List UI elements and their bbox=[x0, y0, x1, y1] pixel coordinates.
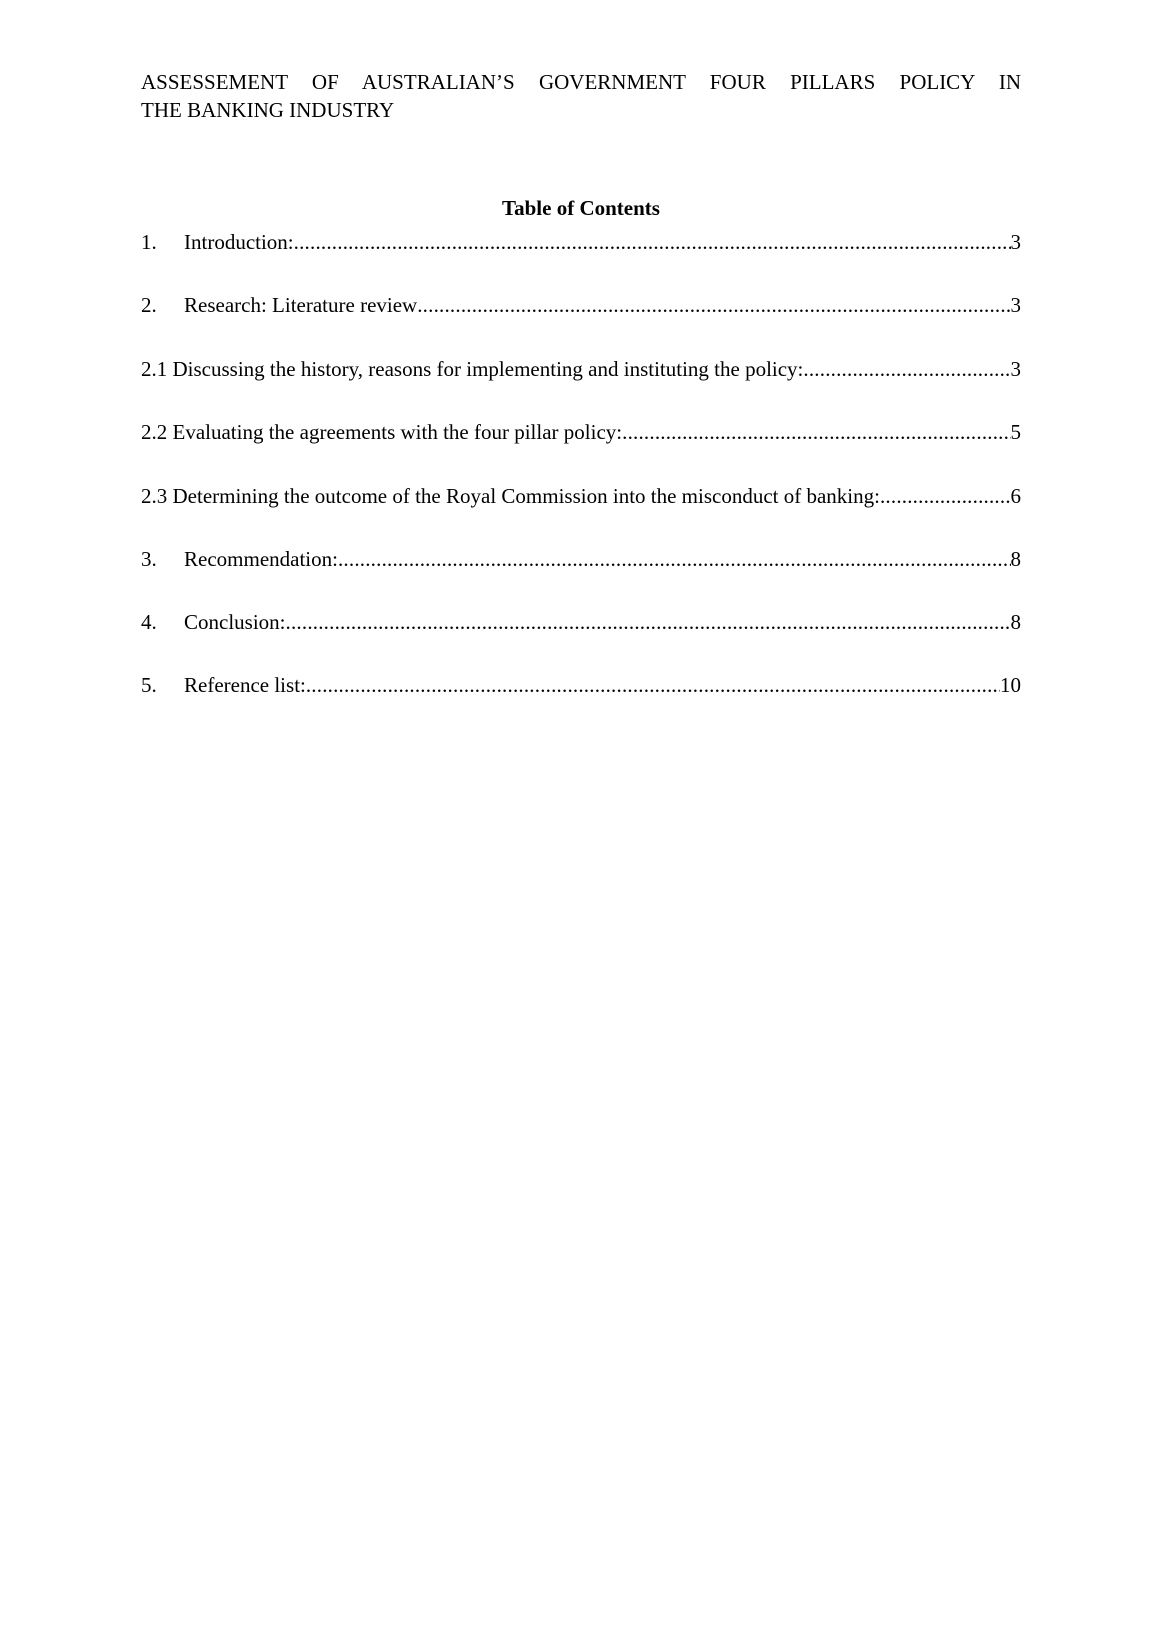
toc-entry-label: Conclusion: bbox=[184, 610, 286, 634]
toc-entry-conclusion[interactable] bbox=[141, 608, 1021, 636]
toc-entry-number: 5. bbox=[141, 673, 157, 697]
toc-entry-label: Recommendation: bbox=[184, 547, 338, 571]
toc-entry-page: 6 bbox=[1010, 484, 1021, 508]
dot-leader bbox=[622, 418, 1010, 446]
toc-entry-page: 3 bbox=[1010, 230, 1021, 254]
toc-entry-label: Reference list: bbox=[184, 673, 306, 697]
toc-entry-label: 2.1 Discussing the history, reasons for implementing and instituting the policy: bbox=[141, 357, 804, 381]
toc-entry-number: 3. bbox=[141, 547, 157, 571]
toc-entry-page: 3 bbox=[1010, 357, 1021, 381]
toc-entry-research-literature-review[interactable] bbox=[141, 291, 1021, 319]
dot-leader bbox=[803, 355, 1010, 383]
toc-entry-2-1-history[interactable] bbox=[141, 355, 1021, 383]
toc-entry-number: 1. bbox=[141, 230, 157, 254]
toc-entry-reference-list[interactable] bbox=[141, 671, 1021, 699]
document-title-line-2: THE BANKING INDUSTRY bbox=[141, 98, 395, 122]
toc-entry-page: 8 bbox=[1010, 610, 1021, 634]
toc-entry-label: 2.2 Evaluating the agreements with the four pillar policy: bbox=[141, 420, 623, 444]
toc-entry-recommendation[interactable] bbox=[141, 545, 1021, 573]
document-title bbox=[141, 68, 1021, 124]
toc-entry-introduction[interactable] bbox=[141, 228, 1021, 256]
toc-entry-label: Research: Literature review bbox=[184, 293, 418, 317]
toc-entry-2-2-agreements[interactable] bbox=[141, 418, 1021, 446]
toc-entry-label: Introduction: bbox=[184, 230, 294, 254]
dot-leader bbox=[880, 482, 1011, 510]
document-title-line-1: ASSESSEMENT OF AUSTRALIAN’S GOVERNMENT FOUR PILLARS POLICY IN bbox=[141, 70, 1021, 94]
toc-entry-page: 10 bbox=[1000, 673, 1021, 697]
dot-leader bbox=[294, 228, 1011, 256]
toc-entry-2-3-royal-commission[interactable] bbox=[141, 482, 1021, 510]
dot-leader bbox=[338, 545, 1011, 573]
dot-leader bbox=[417, 291, 1010, 319]
dot-leader bbox=[286, 608, 1011, 636]
toc-entry-page: 3 bbox=[1010, 293, 1021, 317]
toc-entry-number: 2. bbox=[141, 293, 157, 317]
toc-entry-label: 2.3 Determining the outcome of the Royal Commission into the misconduct of banking: bbox=[141, 484, 880, 508]
toc-entry-page: 8 bbox=[1010, 547, 1021, 571]
dot-leader bbox=[306, 671, 1000, 699]
toc-heading: Table of Contents bbox=[502, 196, 660, 220]
toc-entry-number: 4. bbox=[141, 610, 157, 634]
toc-entry-page: 5 bbox=[1010, 420, 1021, 444]
